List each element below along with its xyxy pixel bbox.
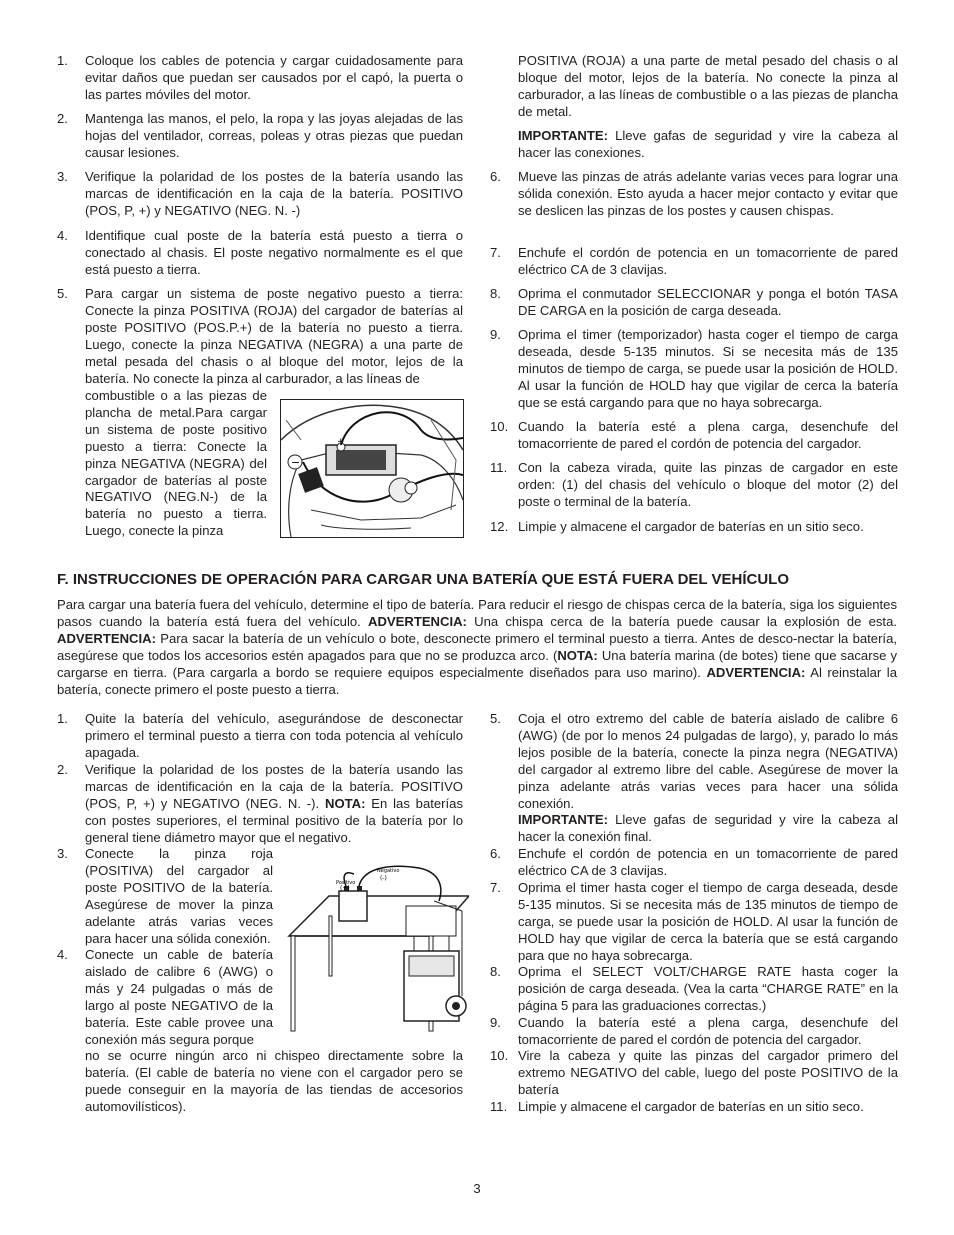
bottom-right-item-9 <box>490 1015 898 1049</box>
bottom-left-item-1 <box>57 711 463 762</box>
top-right-important-note <box>518 128 898 162</box>
warning-label: ADVERTENCIA: <box>706 664 806 680</box>
item-text: Vire la cabeza y quite las pinzas del cargador primero del extremo NEGATIVO del cable, luego del poste POSITIVO de la batería <box>518 1048 898 1097</box>
item-number: 4. <box>57 228 68 243</box>
item-text: Oprima el timer hasta coger el tiempo de carga deseada, desde 5-135 minutos. Si se necesita más de 135 minutos de tiempo de carga, se puede usar la posición de HOLD. Al usar la función de HOLD hay que vigilar de cerca la batería que se está cargando para que no haya sobrecarga. <box>518 880 898 963</box>
top-right-item-8 <box>490 286 898 320</box>
item-text: Conecte la pinza roja (POSITIVA) del cargador al poste POSITIVO de la batería. Asegúrese de mover la pinza adelante atrás varias veces para hacer una sólida conexión. <box>85 846 273 946</box>
item-text-part: En las baterías con postes superiores, el terminal positivo de la batería por lo general tiene diámetro mayor que el negativo. <box>85 795 463 845</box>
note-label: NOTA: <box>557 647 598 663</box>
item-number: 1. <box>57 711 68 726</box>
intro-text: Para sacar la batería de un vehículo o bote, desconecte primero el terminal puesto a tierra. Antes de desco-nectar la batería, asegúrese que todos los accesorios estén apagados para que no se produzca arco. ( <box>57 630 897 663</box>
negative-label: Negativo <box>377 868 400 874</box>
page-number: 3 <box>473 1181 481 1196</box>
item-text <box>85 762 463 847</box>
svg-text:(-): (-) <box>380 875 387 882</box>
warning-label: ADVERTENCIA: <box>57 630 156 646</box>
bottom-right-item-7 <box>490 880 898 965</box>
item-number: 7. <box>490 880 501 895</box>
top-right-item-6 <box>490 169 898 220</box>
item-number: 12. <box>490 519 509 534</box>
table-charger-figure <box>284 856 469 1032</box>
bottom-right-item-5 <box>490 711 898 846</box>
top-left-item-5 <box>57 286 463 387</box>
item-number: 10. <box>490 1048 509 1063</box>
item-number: 4. <box>57 947 68 962</box>
top-left-item-2 <box>57 111 463 162</box>
item-text: Con la cabeza virada, quite las pinzas de cargador en este orden: (1) del chasis del vehículo o bloque del motor (2) del poste o terminal de la batería. <box>518 460 898 509</box>
top-right-item-10 <box>490 419 898 453</box>
item-number: 8. <box>490 964 501 979</box>
item-number: 5. <box>490 711 501 726</box>
intro-text: Para cargar una batería fuera del vehículo, determine el tipo de batería. Para reducir el riesgo de chispas cerca de la batería, siga los siguientes pasos cuando la batería está fuera del vehículo. <box>57 597 897 629</box>
item-number: 2. <box>57 111 68 126</box>
warning-label: ADVERTENCIA: <box>367 613 467 629</box>
top-left-item-3 <box>57 169 463 220</box>
item-text: Verifique la polaridad de los postes de la batería usando las marcas de identificación en la caja de la batería. POSITIVO (POS, P, +) y NEGATIVO (NEG. N. -) <box>85 169 463 218</box>
table-charger-illustration <box>284 856 469 1032</box>
note-label: NOTA: <box>324 795 366 811</box>
top-left-item-1 <box>57 53 463 104</box>
top-right-item-9 <box>490 327 898 412</box>
svg-text:+: + <box>337 437 345 447</box>
item-text: Enchufe el cordón de potencia en un tomacorriente de pared eléctrico CA de 3 clavijas. <box>518 846 898 878</box>
bottom-right-item-10 <box>490 1048 898 1099</box>
intro-text: Una chispa cerca de la batería puede causar la explosión de esta. <box>466 613 897 629</box>
bottom-right-item-8 <box>490 964 898 1015</box>
top-right-continued-text: POSITIVA (ROJA) a una parte de metal pesado del chasis o al bloque del motor, lejos de la batería. No conecte la pinza al carburador, a las líneas de combustible o a las piezas de plancha de metal. <box>518 53 898 119</box>
top-left-item-5-continued: combustible o a las piezas de plancha de metal.Para cargar un sistema de poste positivo puesto a tierra: Conecte la pinza NEGATIVA (NEGRA) del cargador de baterías al poste NEGATIVO (NEG.N-) de la batería no puesto a tierra. Luego, conecte la pinza <box>85 388 267 539</box>
item-number: 10. <box>490 419 509 434</box>
item-text: Identifique cual poste de la batería está puesto a tierra o conectado al chasis. El poste negativo normalmente es el que está puesto a tierra. <box>85 228 463 277</box>
item-text: Para cargar un sistema de poste negativo puesto a tierra: Conecte la pinza POSITIVA (ROJA) del cargador de baterías al poste POSITIVO (POS.P.+) de la batería no puesto a tierra. Luego, conecte la pinza NEGATIVA (NEGRA) a una parte de metal pesada del chasis o al bloque del motor, lejos de la batería. No conecte la pinza al carburador, a las líneas de <box>85 286 463 386</box>
item-text: Enchufe el cordón de potencia en un tomacorriente de pared eléctrico CA de 3 clavijas. <box>518 245 898 277</box>
bottom-right-item-11 <box>490 1099 898 1116</box>
item-number: 9. <box>490 1015 501 1030</box>
item-number: 6. <box>490 169 501 184</box>
top-right-item-7 <box>490 245 898 279</box>
top-right-item-12 <box>490 519 898 536</box>
item-number: 1. <box>57 53 68 68</box>
item-text: Oprima el timer (temporizador) hasta coger el tiempo de carga deseada, desde 5-135 minutos. Si se necesita más de 135 minutos de tiempo de carga, se puede usar la posición de HOLD. Al usar la función de HOLD hay que vigilar de cerca la batería que se está cargando para que no haya sobrecarga. <box>518 327 898 410</box>
bottom-left-item-4 <box>57 947 273 1048</box>
item-text: Conecte un cable de batería aislado de calibre 6 (AWG) o más y 24 pulgadas o más de largo al poste NEGATIVO de la batería. Este cable provee una conexión más segura porque <box>85 947 273 1047</box>
item-text-part: Lleve gafas de seguridad y vire la cabeza al hacer la conexión final. <box>518 812 898 845</box>
item-number: 11. <box>490 460 508 475</box>
item-text: Oprima el SELECT VOLT/CHARGE RATE hasta coger la posición de carga deseada. (Vea la carta “CHARGE RATE” en la página 5 para las graduaciones correctas.) <box>518 964 898 1013</box>
intro-text: Una batería marina (de botes) tiene que sacarse y cargarse en tierra. (Para cargarla a bordo se requiere equipos especialmente diseñados para uso marino). <box>57 647 897 680</box>
important-label: IMPORTANTE: <box>518 128 608 143</box>
bottom-left-item-2 <box>57 762 463 847</box>
intro-paragraph <box>57 597 897 698</box>
section-heading: F. INSTRUCCIONES DE OPERACIÓN PARA CARGAR UNA BATERÍA QUE ESTÁ FUERA DEL VEHÍCULO <box>57 571 789 588</box>
top-left-item-4 <box>57 228 463 279</box>
engine-battery-illustration <box>281 400 463 537</box>
svg-text:(+): (+) <box>340 885 350 892</box>
intro-text: Al reinstalar la batería, conecte primero el poste puesto a tierra. <box>57 664 897 697</box>
bottom-left-item-3 <box>57 846 273 947</box>
item-text: Mantenga las manos, el pelo, la ropa y las joyas alejadas de las hojas del ventilador, correas, poleas y otras piezas que puedan causar lesiones. <box>85 111 463 160</box>
bottom-left-item-4-continued: no se ocurre ningún arco ni chispeo directamente sobre la batería. (El cable de batería no viene con el cargador pero se puede conseguir en la mayoría de las tiendas de accesorios automovilísticos). <box>85 1048 463 1114</box>
item-number: 3. <box>57 846 68 861</box>
item-text <box>518 711 898 846</box>
important-label: IMPORTANTE: <box>518 812 608 828</box>
item-text: Coloque los cables de potencia y cargar cuidadosamente para evitar daños que puedan ser causados por el capó, la puerta o las partes móviles del motor. <box>85 53 463 102</box>
item-text-part: Verifique la polaridad de los postes de la batería usando las marcas de identificación en la caja de la batería. POSITIVO (POS, P, +) y NEGATIVO (NEG. N. -). <box>85 762 463 811</box>
item-number: 11. <box>490 1099 508 1114</box>
engine-battery-figure <box>280 399 464 538</box>
item-text: Cuando la batería esté a plena carga, desenchufe del tomacorriente de pared el cordón de potencia del cargador. <box>518 1015 898 1047</box>
item-text: Oprima el conmutador SELECCIONAR y ponga el botón TASA DE CARGA en la posición de carga deseada. <box>518 286 898 318</box>
item-text: Mueve las pinzas de atrás adelante varias veces para lograr una sólida conexión. Esto ayuda a hacer mejor contacto y evitar que se deslicen las pinzas de los postes y causen chispas. <box>518 169 898 218</box>
item-text: Cuando la batería esté a plena carga, desenchufe del tomacorriente de pared el cordón de potencia del cargador. <box>518 419 898 451</box>
item-number: 5. <box>57 286 68 301</box>
item-text: Limpie y almacene el cargador de baterías en un sitio seco. <box>518 1099 864 1114</box>
important-text: Lleve gafas de seguridad y vire la cabeza al hacer las conexiones. <box>518 128 898 160</box>
item-number: 9. <box>490 327 501 342</box>
svg-text:−: − <box>291 456 301 469</box>
item-number: 8. <box>490 286 501 301</box>
item-number: 6. <box>490 846 501 861</box>
top-right-item-11 <box>490 460 898 511</box>
item-text-part: Coja el otro extremo del cable de batería aislado de calibre 6 (AWG) (de por lo menos 24 pulgadas de largo), y, parado lo más lejos posible de la batería, conecte la pinza negra (NEGATIVA) del cargador al extremo libre del cable. Asegúrese de mover la pinza adelante atrás varias veces para hacer una sólida conexión. <box>518 711 898 811</box>
item-number: 3. <box>57 169 68 184</box>
item-number: 2. <box>57 762 68 777</box>
bottom-right-item-6 <box>490 846 898 880</box>
positive-label: Positivo <box>336 880 356 886</box>
item-text: Limpie y almacene el cargador de baterías en un sitio seco. <box>518 519 864 534</box>
item-number: 7. <box>490 245 501 260</box>
item-text: Quite la batería del vehículo, asegurándose de desconectar primero el terminal puesto a tierra con toda potencia al vehículo apagada. <box>85 711 463 760</box>
